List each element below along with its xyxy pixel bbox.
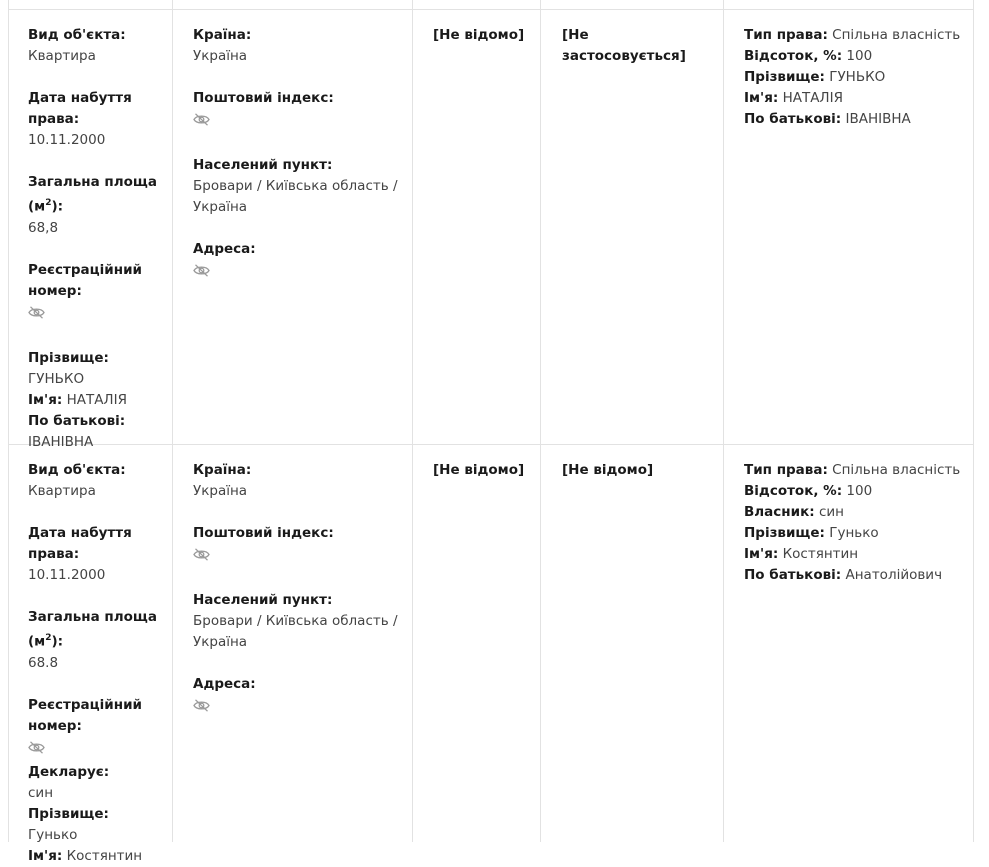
object-type-value: Квартира bbox=[28, 483, 96, 499]
acquisition-date-value: 10.11.2000 bbox=[28, 132, 106, 148]
column-divider bbox=[973, 0, 974, 842]
declarant-label: Декларує: bbox=[28, 763, 110, 780]
postal-code-field bbox=[193, 523, 398, 569]
settlement-field bbox=[193, 155, 398, 218]
location-cell bbox=[193, 460, 398, 741]
address-label: Адреса: bbox=[193, 676, 256, 692]
value-unknown: [Не відомо] bbox=[433, 27, 525, 43]
surname-label: Прізвище: bbox=[28, 805, 109, 822]
owner-surname-label: Прізвище: bbox=[744, 69, 825, 85]
value-unknown: [Не відомо] bbox=[433, 462, 525, 478]
acquisition-date-field bbox=[28, 88, 158, 151]
country-label: Країна: bbox=[193, 27, 252, 43]
acquisition-date-label: Дата набуття права: bbox=[28, 90, 132, 127]
not-applicable: [Не застосовується] bbox=[562, 27, 686, 64]
column-divider bbox=[540, 0, 541, 842]
country-field bbox=[193, 25, 398, 67]
percentage-value: 100 bbox=[846, 483, 873, 499]
address-label: Адреса: bbox=[193, 241, 256, 257]
country-value: Україна bbox=[193, 48, 248, 64]
area-unit-superscript: 2 bbox=[45, 633, 52, 643]
country-value: Україна bbox=[193, 483, 248, 499]
address-field bbox=[193, 674, 398, 720]
percentage-label: Відсоток, %: bbox=[744, 48, 843, 64]
surname-value: Гунько bbox=[28, 826, 78, 843]
patronymic-label: По батькові: bbox=[28, 412, 126, 429]
patronymic-value: ІВАНІВНА bbox=[28, 433, 94, 450]
registration-number-field bbox=[28, 260, 158, 327]
owner-first-name-line bbox=[744, 544, 969, 565]
rights-cell bbox=[744, 25, 969, 130]
total-area-label-end: ): bbox=[51, 198, 64, 215]
owner-value: син bbox=[818, 504, 844, 520]
postal-code-field bbox=[193, 88, 398, 134]
column-divider bbox=[172, 0, 173, 842]
object-type-field bbox=[28, 460, 158, 502]
owner-surname-line bbox=[744, 67, 969, 88]
total-area-label bbox=[28, 607, 158, 653]
eye-slash-icon bbox=[193, 113, 210, 134]
owner-patronymic-label: По батькові: bbox=[744, 567, 842, 583]
registration-number-field bbox=[28, 695, 158, 762]
settlement-field bbox=[193, 590, 398, 653]
object-type-value: Квартира bbox=[28, 48, 96, 64]
row-divider bbox=[8, 9, 974, 10]
surname-label: Прізвище: bbox=[28, 349, 109, 366]
owner-surname-line bbox=[744, 523, 969, 544]
person-name-block bbox=[28, 348, 158, 453]
postal-code-label: Поштовий індекс: bbox=[193, 525, 334, 541]
right-type-label: Тип права: bbox=[744, 27, 828, 43]
country-field bbox=[193, 460, 398, 502]
total-area-label bbox=[28, 172, 158, 218]
first-name-line bbox=[28, 846, 158, 867]
eye-slash-icon bbox=[193, 264, 210, 285]
percentage-label: Відсоток, %: bbox=[744, 483, 843, 499]
owner-first-name-label: Ім'я: bbox=[744, 546, 779, 562]
address-field bbox=[193, 239, 398, 285]
owner-first-name-line bbox=[744, 88, 969, 109]
right-type-line bbox=[744, 460, 969, 481]
owner-first-name-label: Ім'я: bbox=[744, 90, 779, 106]
location-cell bbox=[193, 25, 398, 306]
right-type-value: Спільна власність bbox=[832, 462, 961, 478]
owner-line bbox=[744, 502, 969, 523]
owner-surname-value: ГУНЬКО bbox=[829, 69, 886, 85]
owner-surname-value: Гунько bbox=[829, 525, 879, 541]
percentage-line bbox=[744, 46, 969, 67]
eye-slash-icon bbox=[193, 699, 210, 720]
total-area-field bbox=[28, 172, 158, 239]
registration-number-label: Реєстраційний номер: bbox=[28, 696, 142, 734]
value-unknown: [Не відомо] bbox=[562, 462, 654, 478]
total-area-label-end: ): bbox=[51, 633, 64, 650]
total-area-label-text: Загальна площа (м bbox=[28, 609, 157, 650]
total-area-field bbox=[28, 607, 158, 674]
percentage-value: 100 bbox=[846, 48, 873, 64]
owner-label: Власник: bbox=[744, 504, 815, 520]
eye-slash-icon bbox=[28, 741, 45, 762]
acquisition-date-label: Дата набуття права: bbox=[28, 525, 132, 562]
first-name-label: Ім'я: bbox=[28, 847, 63, 864]
right-type-line bbox=[744, 25, 969, 46]
patronymic-line bbox=[28, 411, 158, 432]
settlement-value: Бровари / Київська область / Україна bbox=[193, 178, 398, 215]
first-name-label: Ім'я: bbox=[28, 391, 63, 408]
owner-first-name-value: НАТАЛІЯ bbox=[782, 90, 843, 106]
first-name-value: Костянтин bbox=[66, 847, 143, 864]
area-unit-superscript: 2 bbox=[45, 198, 52, 208]
right-type-value: Спільна власність bbox=[832, 27, 961, 43]
settlement-label: Населений пункт: bbox=[193, 157, 333, 173]
object-type-field bbox=[28, 25, 158, 67]
object-type-label: Вид об'єкта: bbox=[28, 27, 126, 43]
column-divider bbox=[8, 0, 9, 842]
owner-first-name-value: Костянтин bbox=[782, 546, 859, 562]
column-divider bbox=[412, 0, 413, 842]
surname-value: ГУНЬКО bbox=[28, 370, 85, 387]
rights-cell bbox=[744, 460, 969, 586]
postal-code-label: Поштовий індекс: bbox=[193, 90, 334, 106]
column-divider bbox=[723, 0, 724, 842]
eye-slash-icon bbox=[193, 548, 210, 569]
total-area-label-text: Загальна площа (м bbox=[28, 174, 157, 215]
first-name-value: НАТАЛІЯ bbox=[66, 391, 127, 408]
owner-patronymic-value: Анатолійович bbox=[845, 567, 943, 583]
owner-patronymic-line bbox=[744, 109, 969, 130]
country-label: Країна: bbox=[193, 462, 252, 478]
owner-patronymic-label: По батькові: bbox=[744, 111, 842, 127]
object-type-label: Вид об'єкта: bbox=[28, 462, 126, 478]
settlement-value: Бровари / Київська область / Україна bbox=[193, 613, 398, 650]
registration-number-label: Реєстраційний номер: bbox=[28, 261, 142, 299]
settlement-label: Населений пункт: bbox=[193, 592, 333, 608]
owner-patronymic-value: ІВАНІВНА bbox=[845, 111, 911, 127]
total-area-value: 68.8 bbox=[28, 654, 59, 671]
total-area-value: 68,8 bbox=[28, 219, 59, 236]
right-type-label: Тип права: bbox=[744, 462, 828, 478]
surname-line bbox=[28, 348, 158, 369]
declarant-field bbox=[28, 762, 158, 804]
first-name-line bbox=[28, 390, 158, 411]
acquisition-date-field bbox=[28, 523, 158, 586]
owner-patronymic-line bbox=[744, 565, 969, 586]
eye-slash-icon bbox=[28, 306, 45, 327]
declarant-value: син bbox=[28, 784, 54, 801]
surname-line bbox=[28, 804, 158, 846]
acquisition-date-value: 10.11.2000 bbox=[28, 567, 106, 583]
percentage-line bbox=[744, 481, 969, 502]
owner-surname-label: Прізвище: bbox=[744, 525, 825, 541]
object-info-cell bbox=[28, 25, 158, 453]
person-name-block bbox=[28, 804, 158, 867]
object-info-cell bbox=[28, 460, 158, 867]
